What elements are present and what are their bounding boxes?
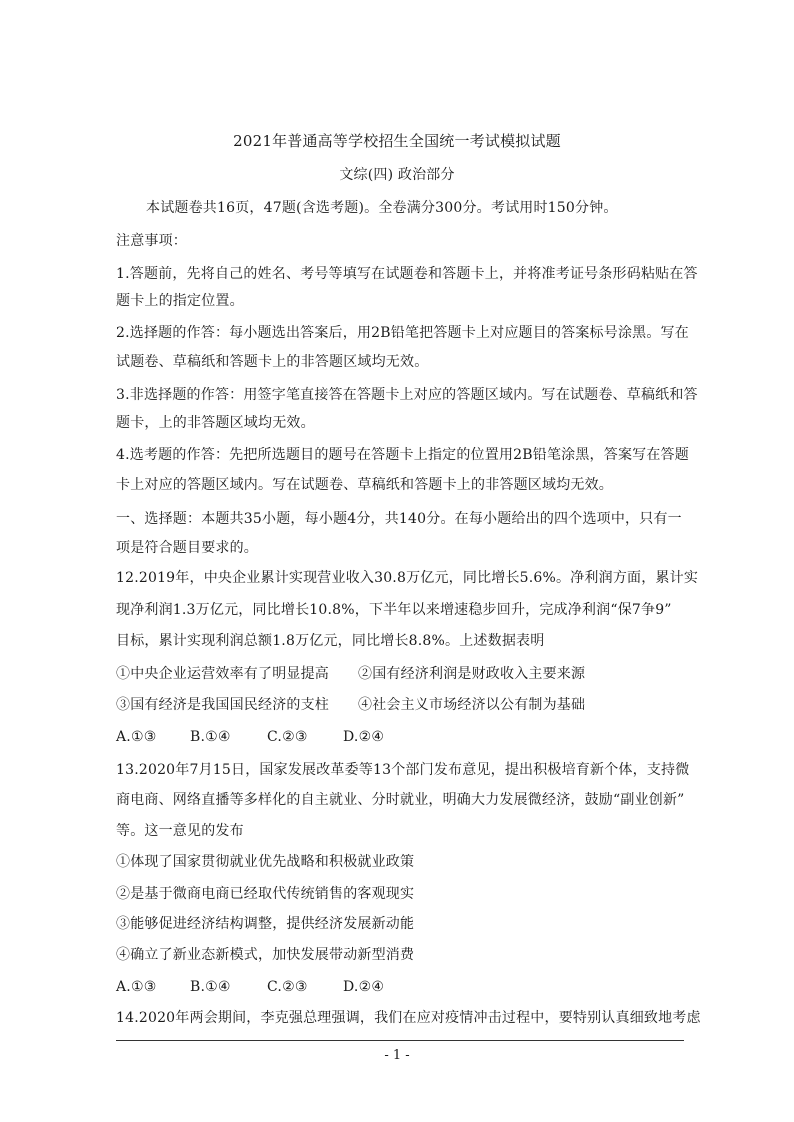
q12-stem-line-1: 12.2019年，中央企业累计实现营业收入30.8万亿元，同比增长5.6%。净利润方面，累计实 xyxy=(116,570,699,586)
q13-stem-line-1: 13.2020年7月15日，国家发展改革委等13个部门发布意见，提出积极培育新个体，支持微 xyxy=(116,762,690,778)
q12-stem-line-3: 目标，累计实现利润总额1.8万亿元，同比增长8.8%。上述数据表明 xyxy=(116,633,545,649)
note-2-line-2: 试题卷、草稿纸和答题卡上的非答题区域均无效。 xyxy=(116,354,429,370)
note-3-line-1: 3.非选择题的作答：用签字笔直接答在答题卡上对应的答题区域内。写在试题卷、草稿纸和答 xyxy=(116,387,698,403)
exam-subtitle: 文综(四) 政治部分 xyxy=(339,167,455,183)
q12-statement-1: ①中央企业运营效率有了明显提高 xyxy=(116,666,329,682)
note-2-line-1: 2.选择题的作答：每小题选出答案后，用2B铅笔把答题卡上对应题目的答案标号涂黑。写在 xyxy=(116,325,689,341)
note-1-line-2: 题卡上的指定位置。 xyxy=(116,293,244,309)
q13-option-c: C.②③ xyxy=(267,979,308,995)
q13-option-d: D.②④ xyxy=(343,979,385,995)
exam-intro: 本试题卷共16页，47题(含选考题)。全卷满分300分。考试用时150分钟。 xyxy=(146,200,618,216)
q14-stem-line-1: 14.2020年两会期间，李克强总理强调，我们在应对疫情冲击过程中，要特别认真细致地考虑 xyxy=(116,1010,701,1026)
note-4-line-2: 卡上对应的答题区域内。写在试题卷、草稿纸和答题卡上的非答题区域均无效。 xyxy=(116,477,613,493)
q13-option-b: B.①④ xyxy=(190,979,231,995)
notes-heading: 注意事项： xyxy=(116,233,187,249)
q13-statement-4: ④确立了新业态新模式，加快发展带动新型消费 xyxy=(116,947,415,963)
q12-statements-row-2 xyxy=(116,696,686,714)
q13-options xyxy=(116,978,686,996)
q12-option-b: B.①④ xyxy=(190,729,231,745)
q12-statement-3: ③国有经济是我国国民经济的支柱 xyxy=(116,697,329,713)
q13-statement-2: ②是基于微商电商已经取代传统销售的客观现实 xyxy=(116,886,415,902)
page-number: - 1 - xyxy=(384,1048,410,1063)
exam-title: 2021年普通高等学校招生全国统一考试模拟试题 xyxy=(233,132,561,150)
q12-option-a: A.①③ xyxy=(116,729,157,745)
q13-stem-line-3: 等。这一意见的发布 xyxy=(116,823,244,839)
note-4-line-1: 4.选考题的作答：先把所选题目的题号在答题卡上指定的位置用2B铅笔涂黑，答案写在答题 xyxy=(116,447,689,463)
section-heading-line-2: 项是符合题目要求的。 xyxy=(116,540,258,556)
q13-stem-line-2: 商电商、网络直播等多样化的自主就业、分时就业，明确大力发展微经济，鼓励“副业创新” xyxy=(116,792,685,808)
q12-options xyxy=(116,728,686,746)
q12-statement-2: ②国有经济利润是财政收入主要来源 xyxy=(358,666,586,682)
section-heading-line-1: 一、选择题：本题共35小题，每小题4分，共140分。在每小题给出的四个选项中，只有一 xyxy=(116,511,682,527)
note-1-line-1: 1.答题前，先将自己的姓名、考号等填写在试题卷和答题卡上，并将准考证号条形码粘贴在答 xyxy=(116,266,698,282)
q12-stem-line-2: 现净利润1.3万亿元，同比增长10.8%，下半年以来增速稳步回升，完成净利润“保7争9” xyxy=(116,602,672,618)
q13-statement-3: ③能够促进经济结构调整，提供经济发展新动能 xyxy=(116,916,415,932)
q12-statement-4: ④社会主义市场经济以公有制为基础 xyxy=(358,697,586,713)
note-3-line-2: 题卡，上的非答题区域均无效。 xyxy=(116,415,315,431)
footer-divider xyxy=(116,1040,684,1041)
q12-option-d: D.②④ xyxy=(343,729,385,745)
q13-option-a: A.①③ xyxy=(116,979,157,995)
q12-option-c: C.②③ xyxy=(267,729,308,745)
q12-statements-row-1 xyxy=(116,665,686,683)
q13-statement-1: ①体现了国家贯彻就业优先战略和积极就业政策 xyxy=(116,854,415,870)
